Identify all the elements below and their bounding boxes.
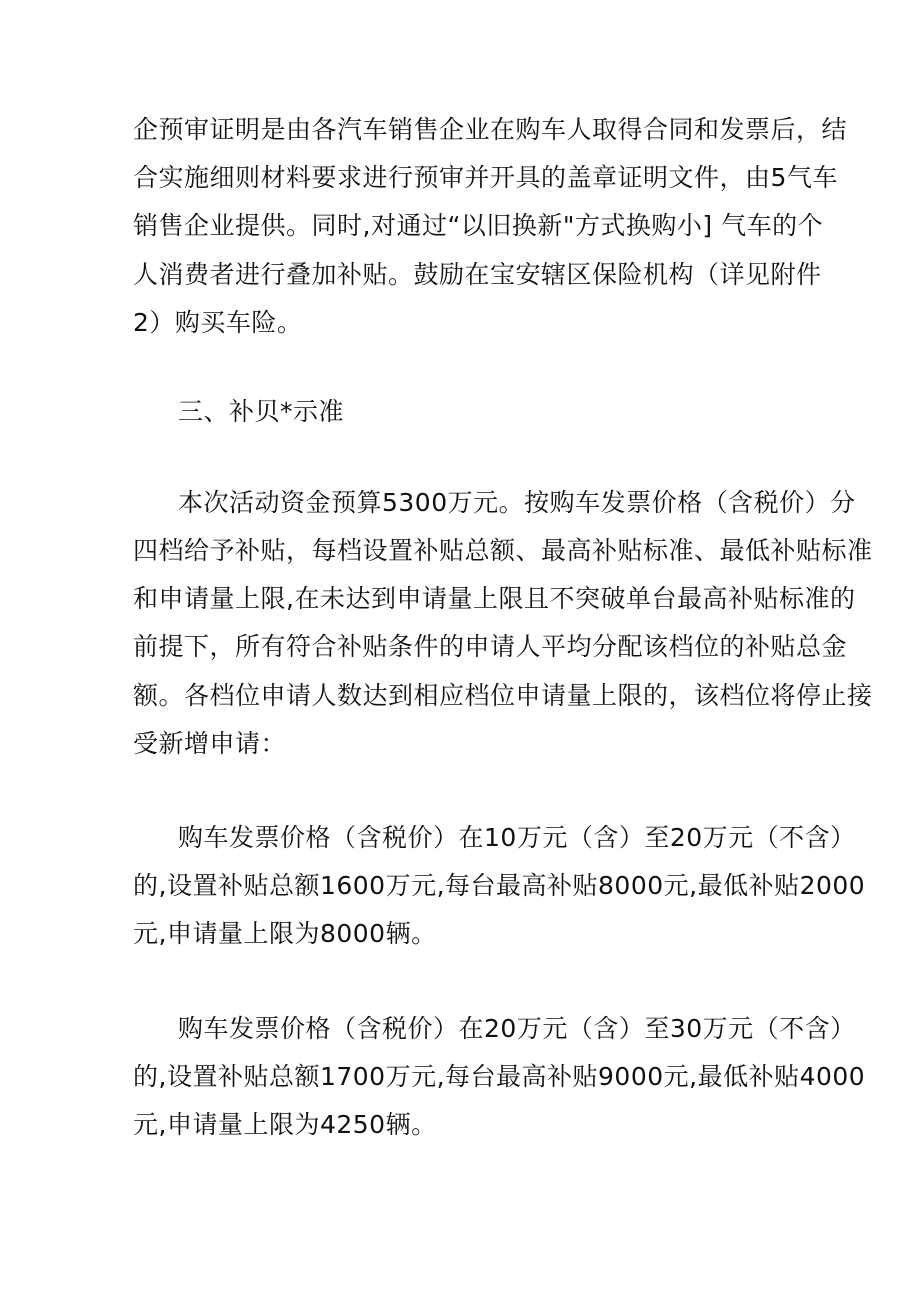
paragraph-3-line-1: 购车发票价格（含税价）在10万元（含）至20万元（不含） — [178, 823, 856, 852]
paragraph-1-line-2: 合实施细则材料要求进行预审并开具的盖章证明文件，由5气车 — [133, 163, 838, 192]
paragraph-4-line-1: 购车发票价格（含税价）在20万元（含）至30万元（不含） — [178, 1014, 856, 1043]
paragraph-2-line-2: 四档给予补贴，每档设置补贴总额、最高补贴标准、最低补贴标准 — [133, 536, 873, 565]
paragraph-2-line-6: 受新增申请： — [133, 729, 287, 758]
paragraph-4-line-3: 元,申请量上限为4250辆。 — [133, 1110, 437, 1139]
paragraph-3-line-2: 的,设置补贴总额1600万元,每台最高补贴8000元,最低补贴2000 — [133, 871, 866, 900]
paragraph-1-line-3: 销售企业提供。同时,对通过“以旧换新"方式换购小] 气车的个 — [133, 211, 824, 240]
paragraph-4-line-2: 的,设置补贴总额1700万元,每台最高补贴9000元,最低补贴4000 — [133, 1062, 866, 1091]
section-heading: 三、补贝*示准 — [178, 397, 345, 426]
paragraph-2-line-1: 本次活动资金预算5300万元。按购车发票价格（含税价）分 — [178, 488, 856, 517]
paragraph-1-line-4: 人消费者进行叠加补贴。鼓励在宝安辖区保险机构（详见附件 — [133, 260, 822, 289]
paragraph-3-line-3: 元,申请量上限为8000辆。 — [133, 919, 437, 948]
paragraph-2-line-3: 和申请量上限,在未达到申请量上限且不突破单台最高补贴标准的 — [133, 584, 856, 613]
paragraph-1-line-5: 2）购买车险。 — [133, 308, 303, 337]
paragraph-2-line-5: 额。各档位申请人数达到相应档位申请量上限的，该档位将停止接 — [133, 681, 873, 710]
paragraph-1-line-1: 企预审证明是由各汽车销售企业在购车人取得合同和发票后，结 — [133, 115, 848, 144]
paragraph-2-line-4: 前提下，所有符合补贴条件的申请人平均分配该档位的补贴总金 — [133, 632, 848, 661]
